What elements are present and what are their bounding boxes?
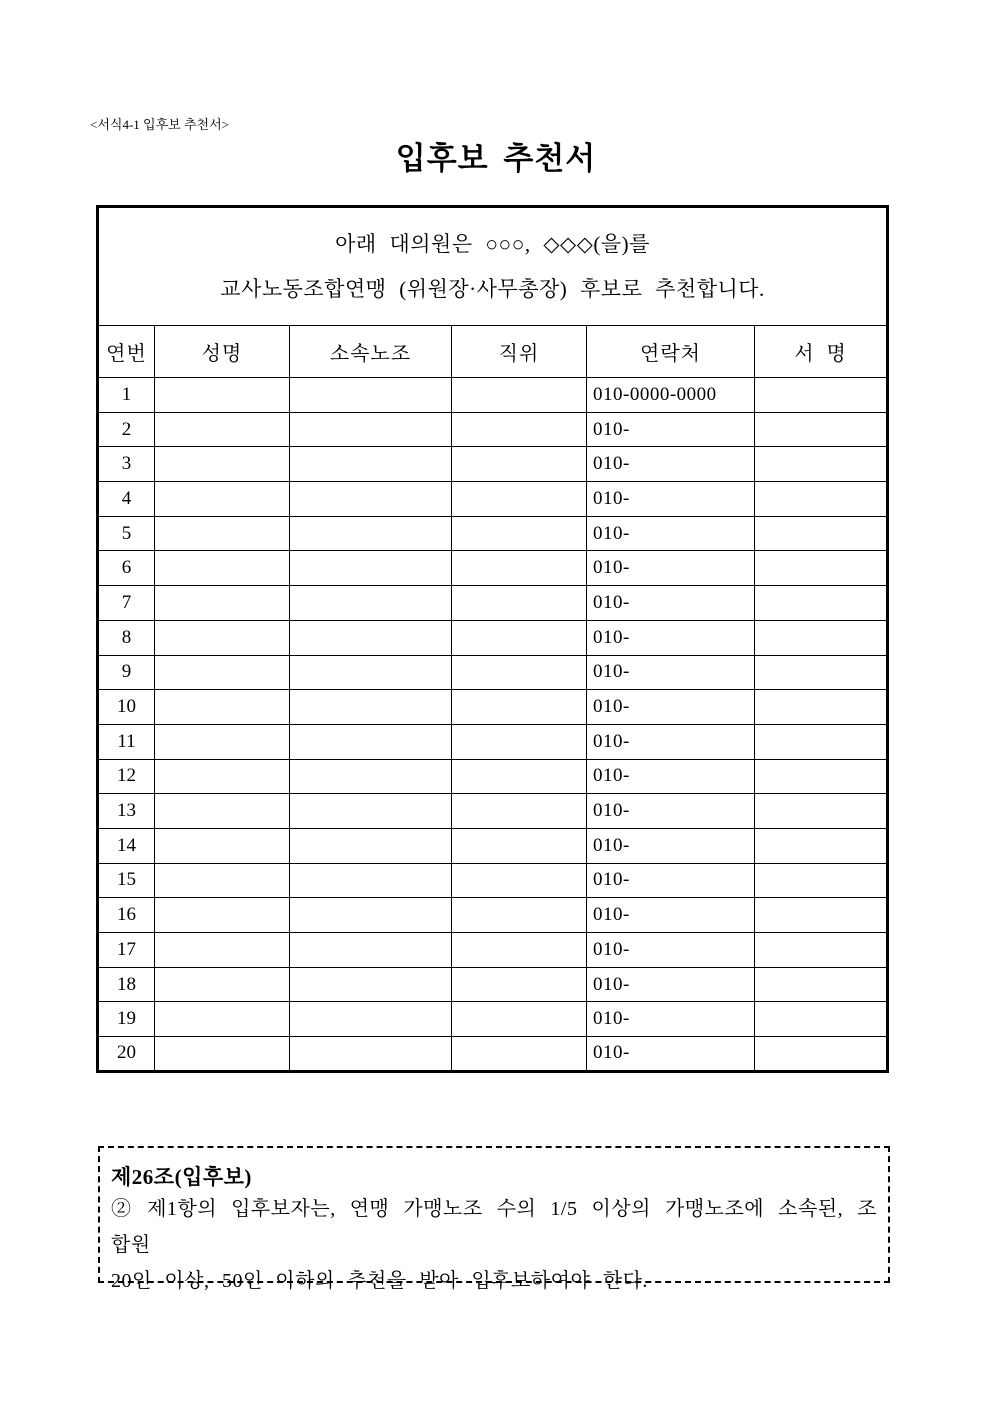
cell-position: [452, 828, 587, 863]
cell-signature: [755, 482, 888, 517]
cell-union: [290, 724, 452, 759]
cell-no: 14: [98, 828, 155, 863]
table-row: [98, 933, 888, 968]
table-row: [98, 724, 888, 759]
form-code-label: <서식4-1 입후보 추천서>: [90, 117, 229, 132]
cell-signature: [755, 724, 888, 759]
column-header-4: 연락처: [587, 326, 755, 378]
cell-contact: 010-: [587, 967, 755, 1002]
cell-contact: 010-: [587, 724, 755, 759]
cell-signature: [755, 412, 888, 447]
column-header-0: 연번: [98, 326, 155, 378]
cell-position: [452, 690, 587, 725]
cell-name: [155, 516, 290, 551]
cell-union: [290, 378, 452, 413]
cell-signature: [755, 1002, 888, 1037]
cell-signature: [755, 898, 888, 933]
cell-no: 1: [98, 378, 155, 413]
column-header-2: 소속노조: [290, 326, 452, 378]
cell-union: [290, 967, 452, 1002]
cell-position: [452, 898, 587, 933]
table-row: [98, 863, 888, 898]
cell-position: [452, 794, 587, 829]
cell-position: [452, 482, 587, 517]
table-row: [98, 1002, 888, 1037]
cell-name: [155, 724, 290, 759]
cell-position: [452, 759, 587, 794]
cell-position: [452, 447, 587, 482]
footnote-box: [98, 1146, 890, 1292]
cell-signature: [755, 690, 888, 725]
cell-signature: [755, 378, 888, 413]
footnote-heading: 제26조(입후보): [111, 1165, 252, 1189]
cell-no: 10: [98, 690, 155, 725]
cell-position: [452, 933, 587, 968]
cell-union: [290, 898, 452, 933]
cell-signature: [755, 447, 888, 482]
cell-position: [452, 724, 587, 759]
cell-position: [452, 586, 587, 621]
intro-text-line1: 아래 대의원은 ○○○, ◇◇◇(을)를: [335, 231, 650, 256]
table-row: [98, 412, 888, 447]
cell-position: [452, 967, 587, 1002]
cell-contact: 010-: [587, 482, 755, 517]
table-row: [98, 967, 888, 1002]
table-row: [98, 655, 888, 690]
cell-union: [290, 516, 452, 551]
footnote-line-2: 20인 이상, 50인 이하의 추천을 받아 입후보하여야 한다.: [111, 1270, 648, 1292]
table-row: [98, 1037, 888, 1072]
cell-name: [155, 620, 290, 655]
table-row: [98, 898, 888, 933]
cell-no: 5: [98, 516, 155, 551]
table-row: [98, 551, 888, 586]
cell-contact: 010-: [587, 794, 755, 829]
cell-no: 3: [98, 447, 155, 482]
cell-union: [290, 586, 452, 621]
cell-contact: 010-: [587, 933, 755, 968]
cell-position: [452, 378, 587, 413]
cell-contact: 010-: [587, 1002, 755, 1037]
cell-position: [452, 516, 587, 551]
cell-contact: 010-: [587, 828, 755, 863]
cell-position: [452, 620, 587, 655]
cell-name: [155, 933, 290, 968]
cell-contact: 010-0000-0000: [587, 378, 755, 413]
cell-name: [155, 690, 290, 725]
cell-no: 2: [98, 412, 155, 447]
cell-signature: [755, 516, 888, 551]
cell-name: [155, 482, 290, 517]
cell-signature: [755, 620, 888, 655]
cell-signature: [755, 759, 888, 794]
intro-cell: [98, 207, 888, 326]
table-row: [98, 516, 888, 551]
cell-no: 8: [98, 620, 155, 655]
page-title: 입후보 추천서: [395, 141, 597, 176]
cell-contact: 010-: [587, 447, 755, 482]
cell-name: [155, 794, 290, 829]
column-header-3: 직위: [452, 326, 587, 378]
cell-union: [290, 863, 452, 898]
cell-name: [155, 412, 290, 447]
cell-position: [452, 655, 587, 690]
cell-union: [290, 551, 452, 586]
cell-contact: 010-: [587, 412, 755, 447]
table-row: [98, 586, 888, 621]
cell-name: [155, 898, 290, 933]
cell-no: 12: [98, 759, 155, 794]
cell-name: [155, 447, 290, 482]
cell-name: [155, 551, 290, 586]
cell-signature: [755, 586, 888, 621]
cell-contact: 010-: [587, 655, 755, 690]
cell-signature: [755, 863, 888, 898]
cell-name: [155, 1002, 290, 1037]
cell-contact: 010-: [587, 586, 755, 621]
cell-no: 19: [98, 1002, 155, 1037]
cell-position: [452, 412, 587, 447]
intro-text-line2: 교사노동조합연맹 (위원장·사무총장) 후보로 추천합니다.: [220, 276, 765, 301]
cell-signature: [755, 967, 888, 1002]
cell-name: [155, 863, 290, 898]
cell-contact: 010-: [587, 759, 755, 794]
cell-union: [290, 447, 452, 482]
cell-position: [452, 551, 587, 586]
table-row: [98, 447, 888, 482]
cell-name: [155, 586, 290, 621]
cell-union: [290, 620, 452, 655]
cell-contact: 010-: [587, 516, 755, 551]
table-body: [98, 378, 888, 1072]
cell-signature: [755, 655, 888, 690]
column-header-5: 서 명: [755, 326, 888, 378]
column-header-1: 성명: [155, 326, 290, 378]
cell-union: [290, 794, 452, 829]
cell-union: [290, 482, 452, 517]
cell-no: 15: [98, 863, 155, 898]
cell-name: [155, 828, 290, 863]
cell-signature: [755, 1037, 888, 1072]
cell-contact: 010-: [587, 690, 755, 725]
cell-no: 13: [98, 794, 155, 829]
cell-union: [290, 655, 452, 690]
cell-no: 4: [98, 482, 155, 517]
table-header-row: [98, 326, 888, 378]
cell-contact: 010-: [587, 551, 755, 586]
cell-no: 6: [98, 551, 155, 586]
cell-position: [452, 1037, 587, 1072]
cell-union: [290, 1037, 452, 1072]
cell-union: [290, 933, 452, 968]
footnote-body: [111, 1191, 877, 1299]
cell-position: [452, 863, 587, 898]
cell-no: 11: [98, 724, 155, 759]
cell-no: 17: [98, 933, 155, 968]
cell-signature: [755, 551, 888, 586]
cell-no: 20: [98, 1037, 155, 1072]
recommendation-table: [96, 205, 889, 1073]
cell-name: [155, 655, 290, 690]
intro-row: [98, 207, 888, 326]
cell-contact: 010-: [587, 1037, 755, 1072]
cell-contact: 010-: [587, 863, 755, 898]
table-row: [98, 690, 888, 725]
cell-signature: [755, 933, 888, 968]
cell-no: 18: [98, 967, 155, 1002]
cell-contact: 010-: [587, 620, 755, 655]
cell-union: [290, 412, 452, 447]
cell-no: 9: [98, 655, 155, 690]
cell-contact: 010-: [587, 898, 755, 933]
cell-no: 16: [98, 898, 155, 933]
cell-name: [155, 378, 290, 413]
table-row: [98, 378, 888, 413]
cell-name: [155, 759, 290, 794]
footnote-line-1: ② 제1항의 입후보자는, 연맹 가맹노조 수의 1/5 이상의 가맹노조에 소속된, 조합원: [111, 1198, 877, 1256]
table-row: [98, 794, 888, 829]
cell-union: [290, 690, 452, 725]
table-row: [98, 482, 888, 517]
table-row: [98, 828, 888, 863]
cell-union: [290, 828, 452, 863]
cell-position: [452, 1002, 587, 1037]
cell-union: [290, 759, 452, 794]
cell-name: [155, 967, 290, 1002]
cell-no: 7: [98, 586, 155, 621]
table-row: [98, 759, 888, 794]
cell-union: [290, 1002, 452, 1037]
table-row: [98, 620, 888, 655]
cell-signature: [755, 794, 888, 829]
cell-name: [155, 1037, 290, 1072]
cell-signature: [755, 828, 888, 863]
